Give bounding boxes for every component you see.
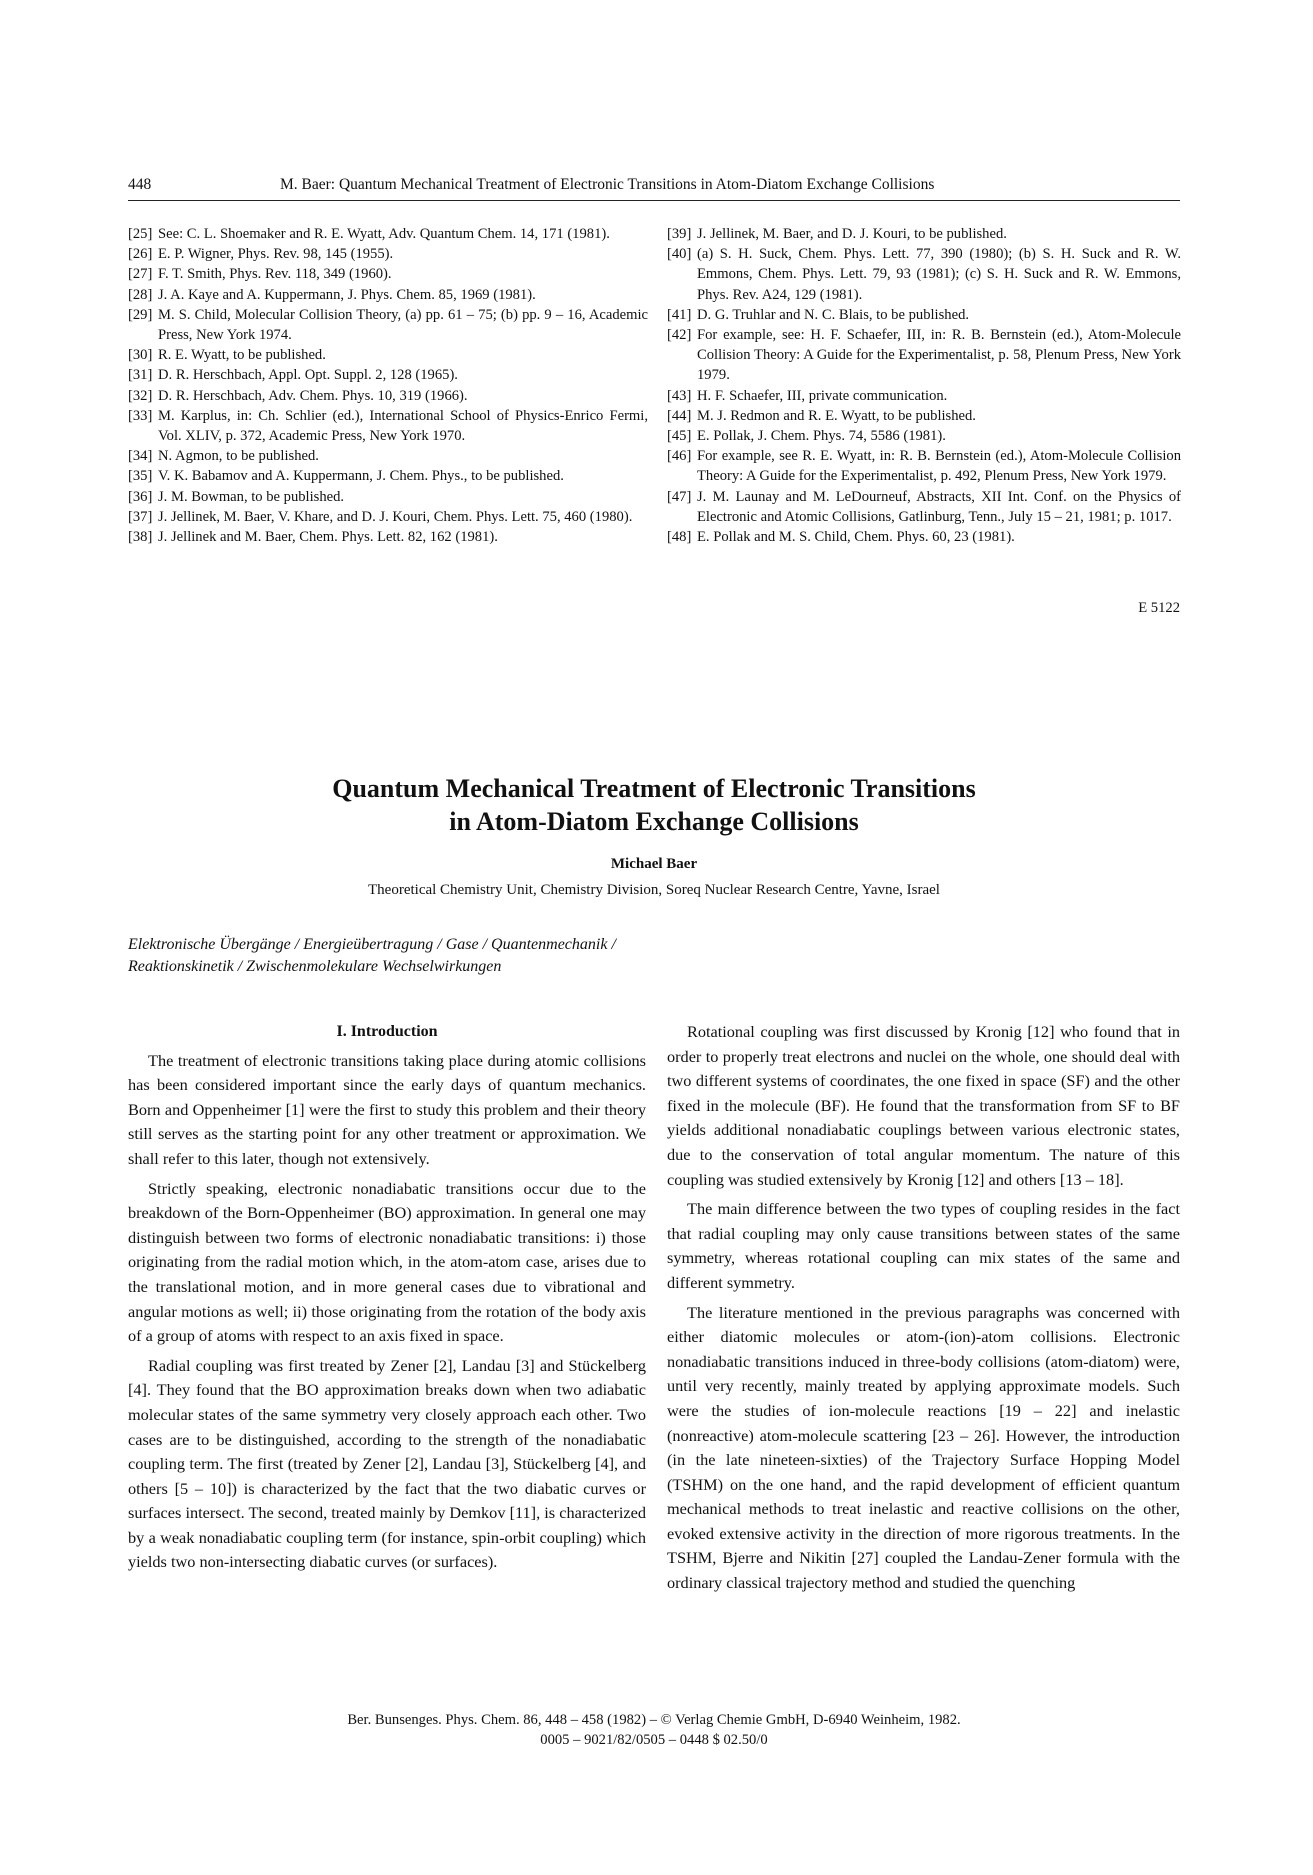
reference-number: [42] bbox=[667, 327, 692, 344]
reference-number: [47] bbox=[667, 488, 692, 505]
footer-code: 0005 – 9021/82/0505 – 0448 $ 02.50/0 bbox=[540, 1732, 768, 1748]
reference-number: [26] bbox=[128, 246, 153, 263]
reference-item bbox=[128, 224, 648, 244]
body-column-right bbox=[667, 1020, 1180, 1601]
paragraph: The literature mentioned in the previous paragraphs was concerned with either diatomic molecules or atom-(ion)-atom collisions. Electronic nonadiabatic transitions induced in three-body collisions (atom-diatom) were, until very recently, mainly treated by applying approximate models. Such were the studies of ion-molecule reactions [19 – 22] and inelastic (nonreactive) atom-molecule scattering [23 – 26]. However, the introduction (in the late nineteen-sixties) of the Trajectory Surface Hopping Model (TSHM) on the one hand, and the rapid development of efficient quantum mechanical methods to treat inelastic and reactive collisions on the other, evoked extensive activity in the direction of more rigorous treatments. In the TSHM, Bjerre and Nikitin [27] coupled the Landau-Zener formula with the ordinary classical trajectory method and studied the quenching bbox=[667, 1302, 1180, 1593]
reference-item bbox=[128, 466, 648, 486]
reference-item bbox=[667, 325, 1181, 386]
reference-number: [46] bbox=[667, 448, 692, 465]
publication-footer bbox=[128, 1710, 1180, 1750]
reference-text: J. M. Bowman, to be published. bbox=[158, 488, 345, 505]
footer-citation: Ber. Bunsenges. Phys. Chem. 86, 448 – 458 (1982) – © Verlag Chemie GmbH, D-6940 Weinheim, 1982. bbox=[347, 1712, 961, 1728]
reference-item bbox=[128, 345, 648, 365]
reference-item bbox=[128, 305, 648, 345]
reference-number: [37] bbox=[128, 508, 153, 525]
reference-number: [36] bbox=[128, 488, 153, 505]
reference-text: M. Karplus, in: Ch. Schlier (ed.), International School of Physics-Enrico Fermi, Vol. XLIV, p. 372, Academic Press, New York 1970. bbox=[158, 407, 648, 445]
reference-number: [32] bbox=[128, 387, 153, 404]
reference-number: [29] bbox=[128, 306, 153, 323]
reference-item bbox=[128, 527, 648, 547]
page-number: 448 bbox=[128, 176, 152, 193]
article-title bbox=[128, 772, 1180, 838]
reference-item bbox=[128, 487, 648, 507]
reference-number: [31] bbox=[128, 367, 153, 384]
reference-number: [40] bbox=[667, 246, 692, 263]
reference-text: H. F. Schaefer, III, private communication. bbox=[697, 387, 948, 404]
reference-text: J. M. Launay and M. LeDourneuf, Abstracts, XII Int. Conf. on the Physics of Electronic and Atomic Collisions, Gatlinburg, Tenn., July 15 – 21, 1981; p. 1017. bbox=[697, 488, 1181, 525]
keywords bbox=[128, 934, 888, 978]
paragraph: Radial coupling was first treated by Zener [2], Landau [3] and Stückelberg [4]. They found that the BO approximation breaks down when two adiabatic molecular states of the same symmetry very closely approach each other. Two cases are to be distinguished, according to the strength of the nonadiabatic coupling term. The first (treated by Zener [2], Landau [3], Stückelberg [4], and others [5 – 10]) is characterized by the fact that the two diabatic curves or surfaces intersect. The second, treated mainly by Demkov [11], is characterized by a weak nonadiabatic coupling term (for instance, spin-orbit coupling) which yields two non-intersecting diabatic curves (or surfaces). bbox=[128, 1355, 646, 1572]
reference-text: D. R. Herschbach, Adv. Chem. Phys. 10, 319 (1966). bbox=[158, 387, 468, 404]
reference-number: [38] bbox=[128, 529, 153, 546]
reference-number: [30] bbox=[128, 347, 153, 364]
reference-item bbox=[128, 365, 648, 385]
reference-item bbox=[128, 386, 648, 406]
section-heading: I. Introduction bbox=[336, 1023, 438, 1040]
reference-text: V. K. Babamov and A. Kuppermann, J. Chem. Phys., to be published. bbox=[158, 468, 564, 485]
reference-list-right bbox=[667, 224, 1181, 547]
running-title: M. Baer: Quantum Mechanical Treatment of Electronic Transitions in Atom-Diatom Exchange Collisions bbox=[280, 176, 935, 193]
reference-text: J. Jellinek, M. Baer, and D. J. Kouri, to be published. bbox=[697, 226, 1007, 242]
reference-item bbox=[128, 446, 648, 466]
paragraph: Rotational coupling was first discussed by Kronig [12] who found that in order to properly treat electrons and nuclei on the whole, one should deal with two different systems of coordinates, the one fixed in space (SF) and the other fixed in the molecule (BF). He found that the transformation from SF to BF yields additional nonadiabatic couplings between various electronic states, due to the conservation of total angular momentum. The nature of this coupling was studied extensively by Kronig [12] and others [13 – 18]. bbox=[667, 1022, 1180, 1189]
reference-text: M. S. Child, Molecular Collision Theory, (a) pp. 61 – 75; (b) pp. 9 – 16, Academic Press, New York 1974. bbox=[158, 306, 648, 344]
reference-item bbox=[667, 487, 1181, 527]
reference-number: [39] bbox=[667, 226, 692, 242]
reference-item bbox=[128, 264, 648, 284]
reference-text: E. Pollak and M. S. Child, Chem. Phys. 60, 23 (1981). bbox=[697, 529, 1015, 546]
reference-number: [48] bbox=[667, 529, 692, 546]
author: Michael Baer bbox=[610, 856, 698, 872]
reference-text: For example, see: H. F. Schaefer, III, in: R. B. Bernstein (ed.), Atom-Molecule Collision Theory: A Guide for the Experimentalist, p. 58, Plenum Press, New York 1979. bbox=[697, 327, 1181, 384]
manuscript-code: E 5122 bbox=[1138, 600, 1180, 616]
keywords-line-2: Reaktionskinetik / Zwischenmolekulare Wechselwirkungen bbox=[128, 958, 502, 975]
reference-number: [25] bbox=[128, 226, 153, 242]
body-column-left bbox=[128, 1020, 646, 1580]
reference-text: R. E. Wyatt, to be published. bbox=[158, 347, 326, 364]
reference-text: D. R. Herschbach, Appl. Opt. Suppl. 2, 128 (1965). bbox=[158, 367, 458, 384]
affiliation: Theoretical Chemistry Unit, Chemistry Division, Soreq Nuclear Research Centre, Yavne, Israel bbox=[368, 882, 940, 898]
reference-text: E. Pollak, J. Chem. Phys. 74, 5586 (1981). bbox=[697, 428, 946, 445]
paragraph: The main difference between the two types of coupling resides in the fact that radial coupling may only cause transitions between states of the same symmetry, whereas rotational coupling can mix states of the same and different symmetry. bbox=[667, 1199, 1180, 1292]
reference-text: J. A. Kaye and A. Kuppermann, J. Phys. Chem. 85, 1969 (1981). bbox=[158, 286, 536, 303]
reference-item bbox=[667, 305, 1181, 325]
reference-text: J. Jellinek, M. Baer, V. Khare, and D. J. Kouri, Chem. Phys. Lett. 75, 460 (1980). bbox=[158, 508, 633, 525]
reference-number: [27] bbox=[128, 266, 153, 283]
reference-number: [45] bbox=[667, 428, 692, 445]
reference-number: [43] bbox=[667, 387, 692, 404]
title-line-1: Quantum Mechanical Treatment of Electronic Transitions bbox=[332, 774, 976, 803]
reference-item bbox=[667, 386, 1181, 406]
reference-text: (a) S. H. Suck, Chem. Phys. Lett. 77, 390 (1980); (b) S. H. Suck and R. W. Emmons, Chem. Phys. Lett. 79, 93 (1981); (c) S. H. Suck and R. W. Emmons, Phys. Rev. A24, 129 (1981). bbox=[697, 246, 1181, 303]
paragraph: The treatment of electronic transitions taking place during atomic collisions has been considered important since the early days of quantum mechanics. Born and Oppenheimer [1] were the first to study this problem and their theory still serves as the starting point for any other treatment or approximation. We shall refer to this later, though not extensively. bbox=[128, 1050, 646, 1168]
reference-item bbox=[128, 244, 648, 264]
reference-text: M. J. Redmon and R. E. Wyatt, to be published. bbox=[697, 407, 976, 424]
reference-text: D. G. Truhlar and N. C. Blais, to be published. bbox=[697, 306, 970, 323]
reference-item bbox=[128, 507, 648, 527]
keywords-line-1: Elektronische Übergänge / Energieübertragung / Gase / Quantenmechanik / bbox=[128, 936, 616, 953]
reference-number: [41] bbox=[667, 306, 692, 323]
reference-item bbox=[667, 446, 1181, 486]
reference-item bbox=[667, 244, 1181, 305]
reference-item bbox=[667, 527, 1181, 547]
reference-item bbox=[128, 406, 648, 446]
paragraph: Strictly speaking, electronic nonadiabatic transitions occur due to the breakdown of the Born-Oppenheimer (BO) approximation. In general one may distinguish between two forms of electronic nonadiabatic transitions: i) those originating from the radial motion which, in the atom-atom case, arises due to the translational motion, and in more general cases due to vibrational and angular motions as well; ii) those originating from the rotation of the body axis of a group of atoms with respect to an axis fixed in space. bbox=[128, 1178, 646, 1346]
reference-text: F. T. Smith, Phys. Rev. 118, 349 (1960). bbox=[158, 266, 392, 283]
reference-list-left bbox=[128, 224, 648, 547]
running-header bbox=[128, 174, 1180, 201]
reference-number: [33] bbox=[128, 407, 153, 424]
title-line-2: in Atom-Diatom Exchange Collisions bbox=[449, 807, 859, 836]
reference-text: N. Agmon, to be published. bbox=[158, 448, 319, 465]
reference-item bbox=[667, 426, 1181, 446]
reference-number: [44] bbox=[667, 407, 692, 424]
reference-text: See: C. L. Shoemaker and R. E. Wyatt, Adv. Quantum Chem. 14, 171 (1981). bbox=[158, 226, 610, 242]
reference-number: [35] bbox=[128, 468, 153, 485]
reference-text: J. Jellinek and M. Baer, Chem. Phys. Lett. 82, 162 (1981). bbox=[158, 529, 498, 546]
reference-item bbox=[128, 285, 648, 305]
reference-text: E. P. Wigner, Phys. Rev. 98, 145 (1955). bbox=[158, 246, 394, 263]
reference-item bbox=[667, 406, 1181, 426]
reference-number: [34] bbox=[128, 448, 153, 465]
reference-text: For example, see R. E. Wyatt, in: R. B. Bernstein (ed.), Atom-Molecule Collision Theory: A Guide for the Experimentalist, p. 492, Plenum Press, New York 1979. bbox=[697, 448, 1181, 485]
reference-number: [28] bbox=[128, 286, 153, 303]
reference-item bbox=[667, 224, 1181, 244]
